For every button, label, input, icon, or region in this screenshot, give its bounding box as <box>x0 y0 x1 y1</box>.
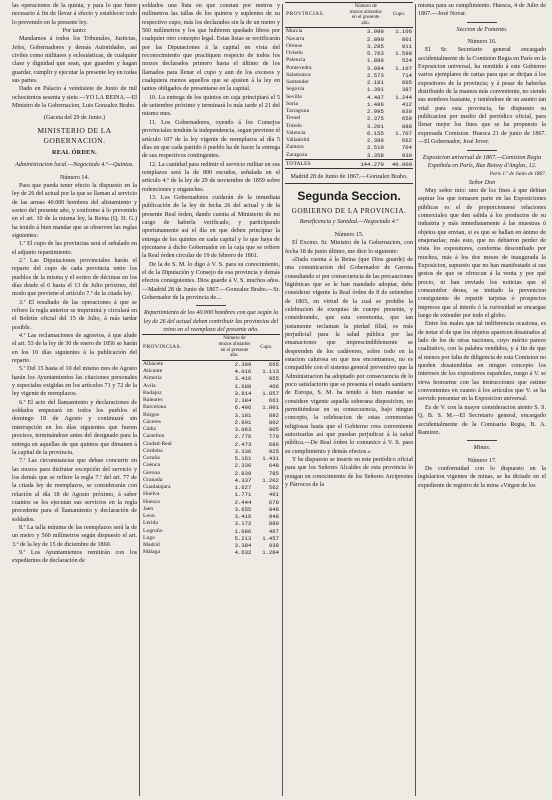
gobierno-heading: GOBIERNO DE LA PROVINCIA. <box>291 207 407 216</box>
given-paragraph: Dado en Palacio á veintisiete de Junio de mil ochocientos sesenta y siete.—YO LA REINA.—El Ministro de la Gobernacion, Luis Gonzalez Brabo. <box>12 86 137 110</box>
cupo-count: 905 <box>268 426 279 434</box>
rule-paragraph: 2.ª Las Diputaciones provinciales harán el reparto del cupo de cada provincia entre los pueblos de la misma y el sorteo de décimas en los días desde el 6 hasta el 13 de Julio próximo, del modo que previene el artículo 7.º de la citada ley. <box>12 257 137 298</box>
mozos-count: 2.181 <box>367 79 384 87</box>
section-heading: Administracion local.—Negociado 4.º—Quintas. <box>15 162 134 169</box>
table-caption: Repartimiento de los 40.000 hombres con que según la ley de 26 del actual deben contribuir las provincias del reino en el reemplazo del presente año. <box>143 310 279 334</box>
mozos-count: 1.686 <box>234 527 252 535</box>
numero-heading: Número 17. <box>467 457 497 464</box>
table-row <box>142 412 280 419</box>
rule-paragraph: 1.ª El cupo de las provincias será el señalado en el adjunto repartimiento. <box>12 241 137 256</box>
cupo-count: 466 <box>268 382 279 390</box>
gaceta-note: (Gaceta del 29 de Junio.) <box>43 115 106 122</box>
province-name: Zamora <box>286 144 304 151</box>
table-row <box>142 360 280 368</box>
mozos-count: 3.814 <box>234 389 252 397</box>
column-4 <box>418 2 546 798</box>
cupo-count: 911 <box>401 42 412 50</box>
column-rule <box>139 4 140 796</box>
mozos-count: 3.984 <box>367 64 384 72</box>
mozos-count: 3.416 <box>234 375 252 383</box>
table-row <box>285 72 413 79</box>
cupo-count: 491 <box>268 491 279 499</box>
dept-heading: Beneficencia y Sanidad.—Negociado 4.º <box>299 219 399 226</box>
column-3 <box>285 2 413 798</box>
mozos-count: 3.384 <box>234 542 252 550</box>
cupo-count: 605 <box>401 79 412 87</box>
cupo-count: 925 <box>268 447 279 455</box>
cupo-count: 882 <box>268 411 279 419</box>
province-name: Santander <box>286 79 309 86</box>
intro-paragraph: las operaciones de la quinta, y para lo que fuere necesario á fin de llevar á efecto y establecer todo lo prevenido en la presente ley. <box>12 3 137 26</box>
mozos-count: 4.016 <box>234 368 252 376</box>
cupo-count: 661 <box>268 397 279 405</box>
column-rule <box>415 4 416 796</box>
table-row <box>142 375 280 382</box>
province-name: Pontevedra <box>286 64 312 71</box>
cupo-count: 412 <box>401 100 412 108</box>
column-1 <box>12 2 137 798</box>
cupo-count: 1.202 <box>262 476 279 484</box>
table-row <box>142 390 280 397</box>
cupo-count: 648 <box>268 462 279 470</box>
rule-paragraph: 6.ª El acto del llamamiento y declaraciones de soldados empezará en todos los pueblos el domingo 18 de Agosto y continuará sin interrupción en los días siguientes que fueren precisos, terminándose antes del designado para la entrega en aquellas de que quintos que dimanen á la capital de la provincia. <box>12 399 137 456</box>
cupo-count: 662 <box>401 137 412 145</box>
mozos-count: 1.771 <box>234 491 252 499</box>
mozos-count: 2.336 <box>234 462 252 470</box>
rule-paragraph: 7.ª Las circunstancias que deban concurrir en las mozos para disfrutar excepción del servicio y los demás que se refiere la regla 7.ª del art. 77 de la citada ley de reemplazos, se considerarán con relación al día 18 de Agosto próximo, á saber cuantos se les ejecutan sus servicios en la regla precedente para el llamamiento y declaración de soldados. <box>12 458 137 523</box>
province-name: Soria <box>286 100 299 107</box>
body-paragraph: De conformidad con lo dispuesto en la legislacion vigentes de minas, se ha dictado en el expediente de registro de la mina «Virgen de los <box>418 465 546 489</box>
numero-heading: Número 16. <box>467 39 497 46</box>
separator <box>196 305 226 306</box>
cupo-count: 714 <box>401 71 412 79</box>
mozos-count: 1.486 <box>367 100 384 108</box>
mozos-count: 2.444 <box>234 498 252 506</box>
rule-paragraph: 5.ª Del 15 hasta el 10 del mismo mes de Agosto harán los Ayuntamientos las citaciones personales y especiales exigidas en los artículos 71 y 72 de la ley vigente de reemplazos. <box>12 366 137 398</box>
cupo-count: 955 <box>268 375 279 383</box>
table-row <box>142 470 280 477</box>
table-signoff: Madrid 28 de Junio de 1867.—Gonzalez Brabo. <box>290 174 408 181</box>
table-row <box>142 499 280 506</box>
cupo-count: 665 <box>268 360 279 368</box>
cupo-count: 1.707 <box>395 129 412 137</box>
mozos-count: 4.337 <box>234 476 252 484</box>
mozos-count: 2.389 <box>367 137 384 145</box>
province-name: Cuenca <box>143 462 161 469</box>
table-row <box>285 123 413 130</box>
cupo-count: 802 <box>268 418 279 426</box>
continuation-paragraph: soldados una lista en que constan por metros y milímetros las tallas de los quintos y suplentes de su respectivo cupo, más los declarados sin la de un metro y 560 milímetros y los que hubieren quedado libres por cualquier otro concepto legal. Estas listas se rectificarán por las Diputaciones á la capital en vista del reconocimiento que practiquen respecto de todos los mozos declarados primero hasta el último de los llamados para llenar el cupo y aun de los excesos y cualquiera menos aquellos que se ajusten á la ley en tantos obligados de presentarse en la capital. <box>142 3 280 93</box>
quota-table-part-1 <box>142 334 280 556</box>
closing-paragraph: De la de S. M. lo digo á V. S. para su conocimiento, el de la Diputación y Consejo de esa provincia y demás efectos consiguientes. Dios guarde á V. S. muchos años.—Madrid 28 de Junio de 1867.—Gonzalez Brabo.—Sr. Gobernador de la provincia de.... <box>142 261 280 302</box>
table-row <box>142 462 280 469</box>
continuation-paragraph: misma para su cumplimiento. Huesca, 4 de Julio de 1867.—José Novar. <box>418 3 546 18</box>
cupo-count: 704 <box>401 144 412 152</box>
province-name: Lérida <box>143 520 158 527</box>
cupo-count: 1.244 <box>395 93 412 101</box>
province-name: Leon <box>143 513 155 520</box>
cupo-count: 938 <box>268 542 279 550</box>
province-name: Coruña <box>143 455 160 462</box>
table-row <box>285 65 413 72</box>
province-name: Segovia <box>286 86 305 93</box>
province-name: Barcelona <box>143 404 167 411</box>
cupo-count: 801 <box>401 35 412 43</box>
table-row <box>142 419 280 426</box>
mozos-count: 6.155 <box>367 129 384 137</box>
cupo-count: 948 <box>268 513 279 521</box>
province-name: Albacete <box>143 360 164 367</box>
mozos-count: 1.391 <box>367 86 384 94</box>
mozos-count: 3.181 <box>234 411 252 419</box>
table-row <box>142 455 280 462</box>
mozos-count: 3.063 <box>234 426 252 434</box>
mozos-count: 3.172 <box>234 520 252 528</box>
rule-paragraph: 4.ª Las reclamaciones de agravios, á que alude el art. 53 de la ley de 30 de enero de 1856 se harán en los 10 días siguientes á la publicación del reparto. <box>12 333 137 365</box>
mozos-count: 2.510 <box>367 144 384 152</box>
province-name: Castellon <box>143 433 165 440</box>
table-row <box>285 50 413 57</box>
cupo-count: 785 <box>268 469 279 477</box>
body-paragraph: El Sr. Secretario general encargado accidentalmente de la Comision Regia en París en la Exposicion universal, ha remitido á este Gobierno varios ejemplares de cartas para que se dirijan á los expositores de la provincia; y á pesar de haberlas distribuido de la manera más conveniente, no siendo sus nombres bastante, y teniéndose de un asunto tan vital para esta provincia, he dispuesto su publicacion por medio del periódico oficial, para llenar mejor los fines que se ha propuesto la expresada Comision. Huesca 21 de junio de 1867.—El Gobernador, José Jover. <box>418 47 546 146</box>
mozos-count: 1.680 <box>234 382 252 390</box>
province-name: Cádiz <box>143 426 157 433</box>
table-row <box>285 130 413 137</box>
table-row <box>285 86 413 93</box>
rule-paragraph: 9.ª Los Ayuntamientos remitirán con los expedientes de declaración de <box>12 549 137 565</box>
mozos-count: 2.776 <box>234 433 252 441</box>
province-name: Madrid <box>143 542 160 549</box>
table-row <box>142 491 280 498</box>
province-name: Palencia <box>286 57 306 64</box>
mozos-count: 2.995 <box>367 108 384 116</box>
cupo-count: 1.113 <box>262 368 279 376</box>
column-header: Número de mozos alistados en el presente año. <box>346 3 384 28</box>
mozos-count: 3.416 <box>234 513 252 521</box>
table-row <box>142 513 280 520</box>
column-header: Número de mozos alistados en el presente año. <box>217 335 253 360</box>
province-name: Granada <box>143 476 163 483</box>
province-name: Oviedo <box>286 50 303 57</box>
table-row <box>142 426 280 433</box>
mozos-count: 2.891 <box>234 418 252 426</box>
mozos-count: 6.496 <box>234 404 252 412</box>
province-name: Tarragona <box>286 108 309 115</box>
cupo-count: 880 <box>268 520 279 528</box>
ministry-heading: MINISTERIO DE LA GOBERNACION. <box>37 125 112 145</box>
cupo-count: 888 <box>401 122 412 130</box>
table-row <box>285 144 413 151</box>
exposicion-date: París 1.º de Junio de 1867. <box>489 171 546 178</box>
cupo-count: 830 <box>401 108 412 116</box>
cupo-count: 1.457 <box>262 534 279 542</box>
mozos-count: 3.336 <box>234 447 252 455</box>
separator <box>467 22 497 23</box>
exposicion-heading: Exposicion universal de 1867.—Comision Regia Española en París, Rue Boissy d'Anglas, 12. <box>422 154 542 169</box>
province-name: Alicante <box>143 368 163 375</box>
table-row <box>142 484 280 491</box>
cupo-count: 1.801 <box>262 404 279 412</box>
cupo-count: 387 <box>401 86 412 94</box>
mozos-count: 3.285 <box>367 42 384 50</box>
mozos-count: 3.655 <box>234 505 252 513</box>
column-2 <box>142 2 280 798</box>
province-name: Guadalajara <box>143 484 171 491</box>
totals-cupo: 40.000 <box>385 159 413 168</box>
mozos-count: 4.632 <box>234 549 252 557</box>
separator <box>467 440 497 441</box>
cupo-count: 678 <box>268 498 279 506</box>
cupo-count: 1.431 <box>262 455 279 463</box>
rule-paragraph: 11. Los Gobernadores, oyendo á los Consejos provinciales tendrán la independencia, segun previene el artículo 107 de la ley vigente de reemplazos al día 5 días en que cada partido ó pueblo ha de hacer la entrega de sus respectivos contingentes. <box>142 119 280 160</box>
cupo-count: 562 <box>268 484 279 492</box>
mozos-count: 1.889 <box>367 57 384 65</box>
mozos-count: 3.358 <box>367 151 384 159</box>
minas-heading: Minas. <box>473 445 491 452</box>
mozos-count: 5.213 <box>234 534 252 542</box>
cupo-count: 948 <box>268 505 279 513</box>
body-paragraph: Es de V. con la mayor consideracion atento S. S. Q. B. S. M.—El Secretario general, encargado accidentalmente de la Comisaría Regia, B. A. Ramirez. <box>418 404 546 436</box>
fomento-heading: Seccion de Fomento. <box>456 26 508 33</box>
mozos-count: 4.487 <box>367 93 384 101</box>
column-header: Cupo. <box>385 3 413 28</box>
separator <box>467 150 497 151</box>
province-name: Valladolid <box>286 137 310 144</box>
column-header: PROVINCIAS. <box>285 3 346 28</box>
column-header: PROVINCIAS. <box>142 335 217 360</box>
province-name: Cáceres <box>143 418 161 425</box>
table-row <box>142 542 280 549</box>
rule-paragraph: 8.ª La talla mínima de las reemplazos será la de un metro y 560 milímetros según dispuesto el art. 3.º de la ley de 15 de diciembre de 1860. <box>12 524 137 548</box>
province-name: Logroño <box>143 527 163 534</box>
province-name: Jaen <box>143 505 154 512</box>
province-name: Zaragoza <box>286 151 308 158</box>
column-header: Cupo. <box>252 335 280 360</box>
numero-heading: Número 14. <box>59 174 90 181</box>
numero-heading: Número 15. <box>334 231 364 238</box>
province-name: Orense <box>286 42 303 49</box>
province-name: Valencia <box>286 129 306 136</box>
province-name: Huesca <box>143 498 160 505</box>
province-name: Ávila <box>143 382 156 389</box>
province-name: Ciudad-Real <box>143 440 172 447</box>
table-row <box>142 383 280 390</box>
province-name: Huelva <box>143 491 160 498</box>
mozos-count: 2.375 <box>367 115 384 123</box>
salutation-heading: Señor Don <box>468 179 496 186</box>
table-row <box>142 441 280 448</box>
mozos-count: 2.890 <box>367 35 384 43</box>
table-row <box>285 152 413 160</box>
body-paragraph: El Excmo. Sr. Ministro de la Gobernacion, con fecha 18 de junio último, me dice lo siguiente: <box>285 240 413 255</box>
mozos-count: 2.839 <box>234 469 252 477</box>
body-paragraph: «Dada cuenta á la Reina (que Dios guarde) de una comunicacion del Gobernador de Gerona consultando si por consecuencia de las precauciones higiénicas que se le han mandado adoptar, debe considerar vigente la Real órden de 8 de setiembre de 1865, en virtud de la cual se prohibe la celebracion de exequias de cuerpo presente, y considerando, que esta ceremonia, que tan justamente reclaman la piedad filial, es más perjudicial para la salud pública por las emanaciones que imprescindiblemente se desprenden de los cadáveres, sobre todo en la estacion calurosa en que nos encontramos, no es compatible con el sistema general preventivo que la Administracion ha adoptado por consecuencia de lo poco satisfactorio que se presenta el estado sanitario de Europa, S. M. ha tenido á bien mandar se considere vigente aquella soberana disposicion, no permitiéndose en su consecuencia, bajo ningun concepto, la celebracion de estas ceremonias religiosas hasta que el Gobierno crea conveniente autorizarlas así que puedan perjudicar á la salud pública.—De Real órden lo comunico á V. S. para su cumplimiento y demás efectos.» <box>285 256 413 455</box>
table-row <box>142 397 280 404</box>
table-row <box>142 404 280 411</box>
mozos-count: 2.573 <box>367 71 384 79</box>
province-name: Sevilla <box>286 93 302 100</box>
table-row <box>285 101 413 108</box>
table-row <box>285 79 413 86</box>
table-row <box>285 115 413 122</box>
rule-paragraph: 12. La cantidad para redimir el servicio militar en sus remplazos será la de 800 escudos, señalada en el artículo 4.º de la ley de 29 de noviembre de 1859 sobre redenciones y enganches. <box>142 161 280 193</box>
cupo-count: 686 <box>268 440 279 448</box>
body-paragraph: Entre los males que tal indiferencia ocasiona, es de notar el de que los objetos aparecen desairados al lado de los de otras naciones, cuyo mérito parece cualitativo, con la palabra vendidos, y á fin de que al menos por falta de diligencia de esta Comision no queden desatendidas en ningun concepto los intereses de los expositores españoles, ruego á V. se sirva honrarme con las instrucciones que estime convenientes en cuanto á los artículos que V. se ha servido presentar en la Exposicion universal. <box>418 321 546 403</box>
totals-mozos: 144.270 <box>346 159 384 168</box>
totals-label: TOTALES <box>285 159 346 168</box>
province-name: Navarra <box>286 35 305 42</box>
table-row <box>142 549 280 556</box>
province-name: Teruel <box>286 115 301 122</box>
decree-paragraph: Mandamos á todos los Tribunales, Justicias, Jefes, Gobernadores y demás Autoridades, así civiles como militares y eclesiásticas, de cualquier clase y dignidad que sean, que guarden y hagan guardar, cumplir y ejecutar la presente ley en todas sus partes. <box>12 36 137 85</box>
province-name: Búrgos <box>143 411 160 418</box>
mozos-count: 3.990 <box>367 28 384 36</box>
section-title: Segunda Seccion. <box>297 189 401 204</box>
mozos-count: 3.201 <box>367 122 384 130</box>
province-name: Córdoba <box>143 447 163 454</box>
cupo-count: 1.107 <box>395 64 412 72</box>
cupo-count: 659 <box>401 115 412 123</box>
body-paragraph: Muy señor mio: uno de los fines á que debian aspirar los que tomasen parte en las Exposiciones públicas es el de proporcionarse relaciones comerciales que den salida á los productos de su industria y más inmediatamente á las muestras ú objetos que envian, si es que se hallan en ánimo de enajenarlas; más esto, que no debieron perder de vista los expositores, conforma desconfiado por muchos, más á los dos meses de inaugurada la Exposicion, supuesto que no han manifestado si sus gestos de que se ofrezcan á la venta y por qué precio, ni han enviado los noticias que el consumidor desea, se imitado la prevencion consiguiente de repartir tarjetas ó prospectos impresos que al interés ó la curiosidad se encargue luego de extender por todo el globo. <box>418 187 546 320</box>
mozos-count: 1.627 <box>234 484 252 492</box>
mozos-count: 5.161 <box>234 455 252 463</box>
table-row <box>285 94 413 101</box>
table-row <box>142 477 280 484</box>
table-row <box>142 520 280 527</box>
table-row <box>142 528 280 535</box>
table-row <box>142 368 280 375</box>
cupo-count: 1.106 <box>395 28 412 36</box>
rule-paragraph: 10. La entrega de los quintos en caja principiará el 5 de setiembre próximo y terminará lo más tarde el 21 del mismo mes. <box>142 94 280 118</box>
mozos-count: 2.473 <box>234 440 252 448</box>
rule-paragraph: 13. Los Gobernadores cuidarán de la inmediata publicación de la ley de fecha 26 del actual y de la presente Real órden, dando cuenta al Ministerio de mi cargo de haberla verificado, y participando oportunamente así el día en que deben principiar la entrega de los quintos en cada capital y lo que haya de ejecutarse á dicho Gobernador en la caja que se refiere la Real órden circular de 19 de febrero de 1861. <box>142 194 280 260</box>
province-name: Salamanca <box>286 71 311 78</box>
cupo-count: 770 <box>268 433 279 441</box>
cupo-count: 467 <box>268 527 279 535</box>
table-row <box>285 28 413 36</box>
mozos-count: 2.399 <box>234 360 252 368</box>
decree-heading: Por tanto: <box>62 28 87 35</box>
table-row <box>285 137 413 144</box>
province-name: Málaga <box>143 549 161 556</box>
table-row <box>142 448 280 455</box>
totals-row <box>285 159 413 168</box>
column-rule <box>282 4 283 796</box>
province-name: Badajoz <box>143 389 162 396</box>
cupo-count: 1.284 <box>262 549 279 557</box>
real-orden-heading: REAL ÓRDEN. <box>52 149 97 156</box>
table-row <box>285 108 413 115</box>
cupo-count: 524 <box>401 57 412 65</box>
cupo-count: 1.057 <box>262 389 279 397</box>
cupo-count: 930 <box>401 151 412 159</box>
table-row <box>142 433 280 440</box>
province-name: Gerona <box>143 469 160 476</box>
mozos-count: 2.384 <box>234 397 252 405</box>
province-name: Murcia <box>286 28 303 35</box>
rule-paragraph: 3.ª El resultado de las operaciones á que se refiere la regla anterior se imprimirá y circulará en el Boletín oficial del 15 de Julio, á más tardar posible. <box>12 299 137 331</box>
quota-table-part-2 <box>285 2 413 169</box>
province-name: Lugo <box>143 534 156 541</box>
body-paragraph: Y he dispuesto se inserte en este periódico oficial para que los Señores Alcaldes de esta provincia lo pongan en conocimiento de los Señores Arciprestes y Párrocos de la <box>285 457 413 489</box>
table-row <box>285 43 413 50</box>
province-name: Toledo <box>286 122 302 129</box>
mozos-count: 5.763 <box>367 50 384 58</box>
table-row <box>142 535 280 542</box>
province-name: Almería <box>143 375 162 382</box>
table-row <box>142 506 280 513</box>
province-name: Baleares <box>143 397 163 404</box>
table-row <box>285 36 413 43</box>
cupo-count: 1.598 <box>395 50 412 58</box>
table-row <box>285 57 413 64</box>
intro-rules-paragraph: Para que pueda tener efecto la dispuesto en la ley de 26 del actual por la que se llaman al servicio de las armas 40.000 hombres del alistamiento y sorteo del presente año, y conforme á lo prevenido en el art. 10 de la misma ley, la Reina (Q. D. G.) ha tenido á bien mandar que se observen las reglas siguientes: <box>12 182 137 239</box>
